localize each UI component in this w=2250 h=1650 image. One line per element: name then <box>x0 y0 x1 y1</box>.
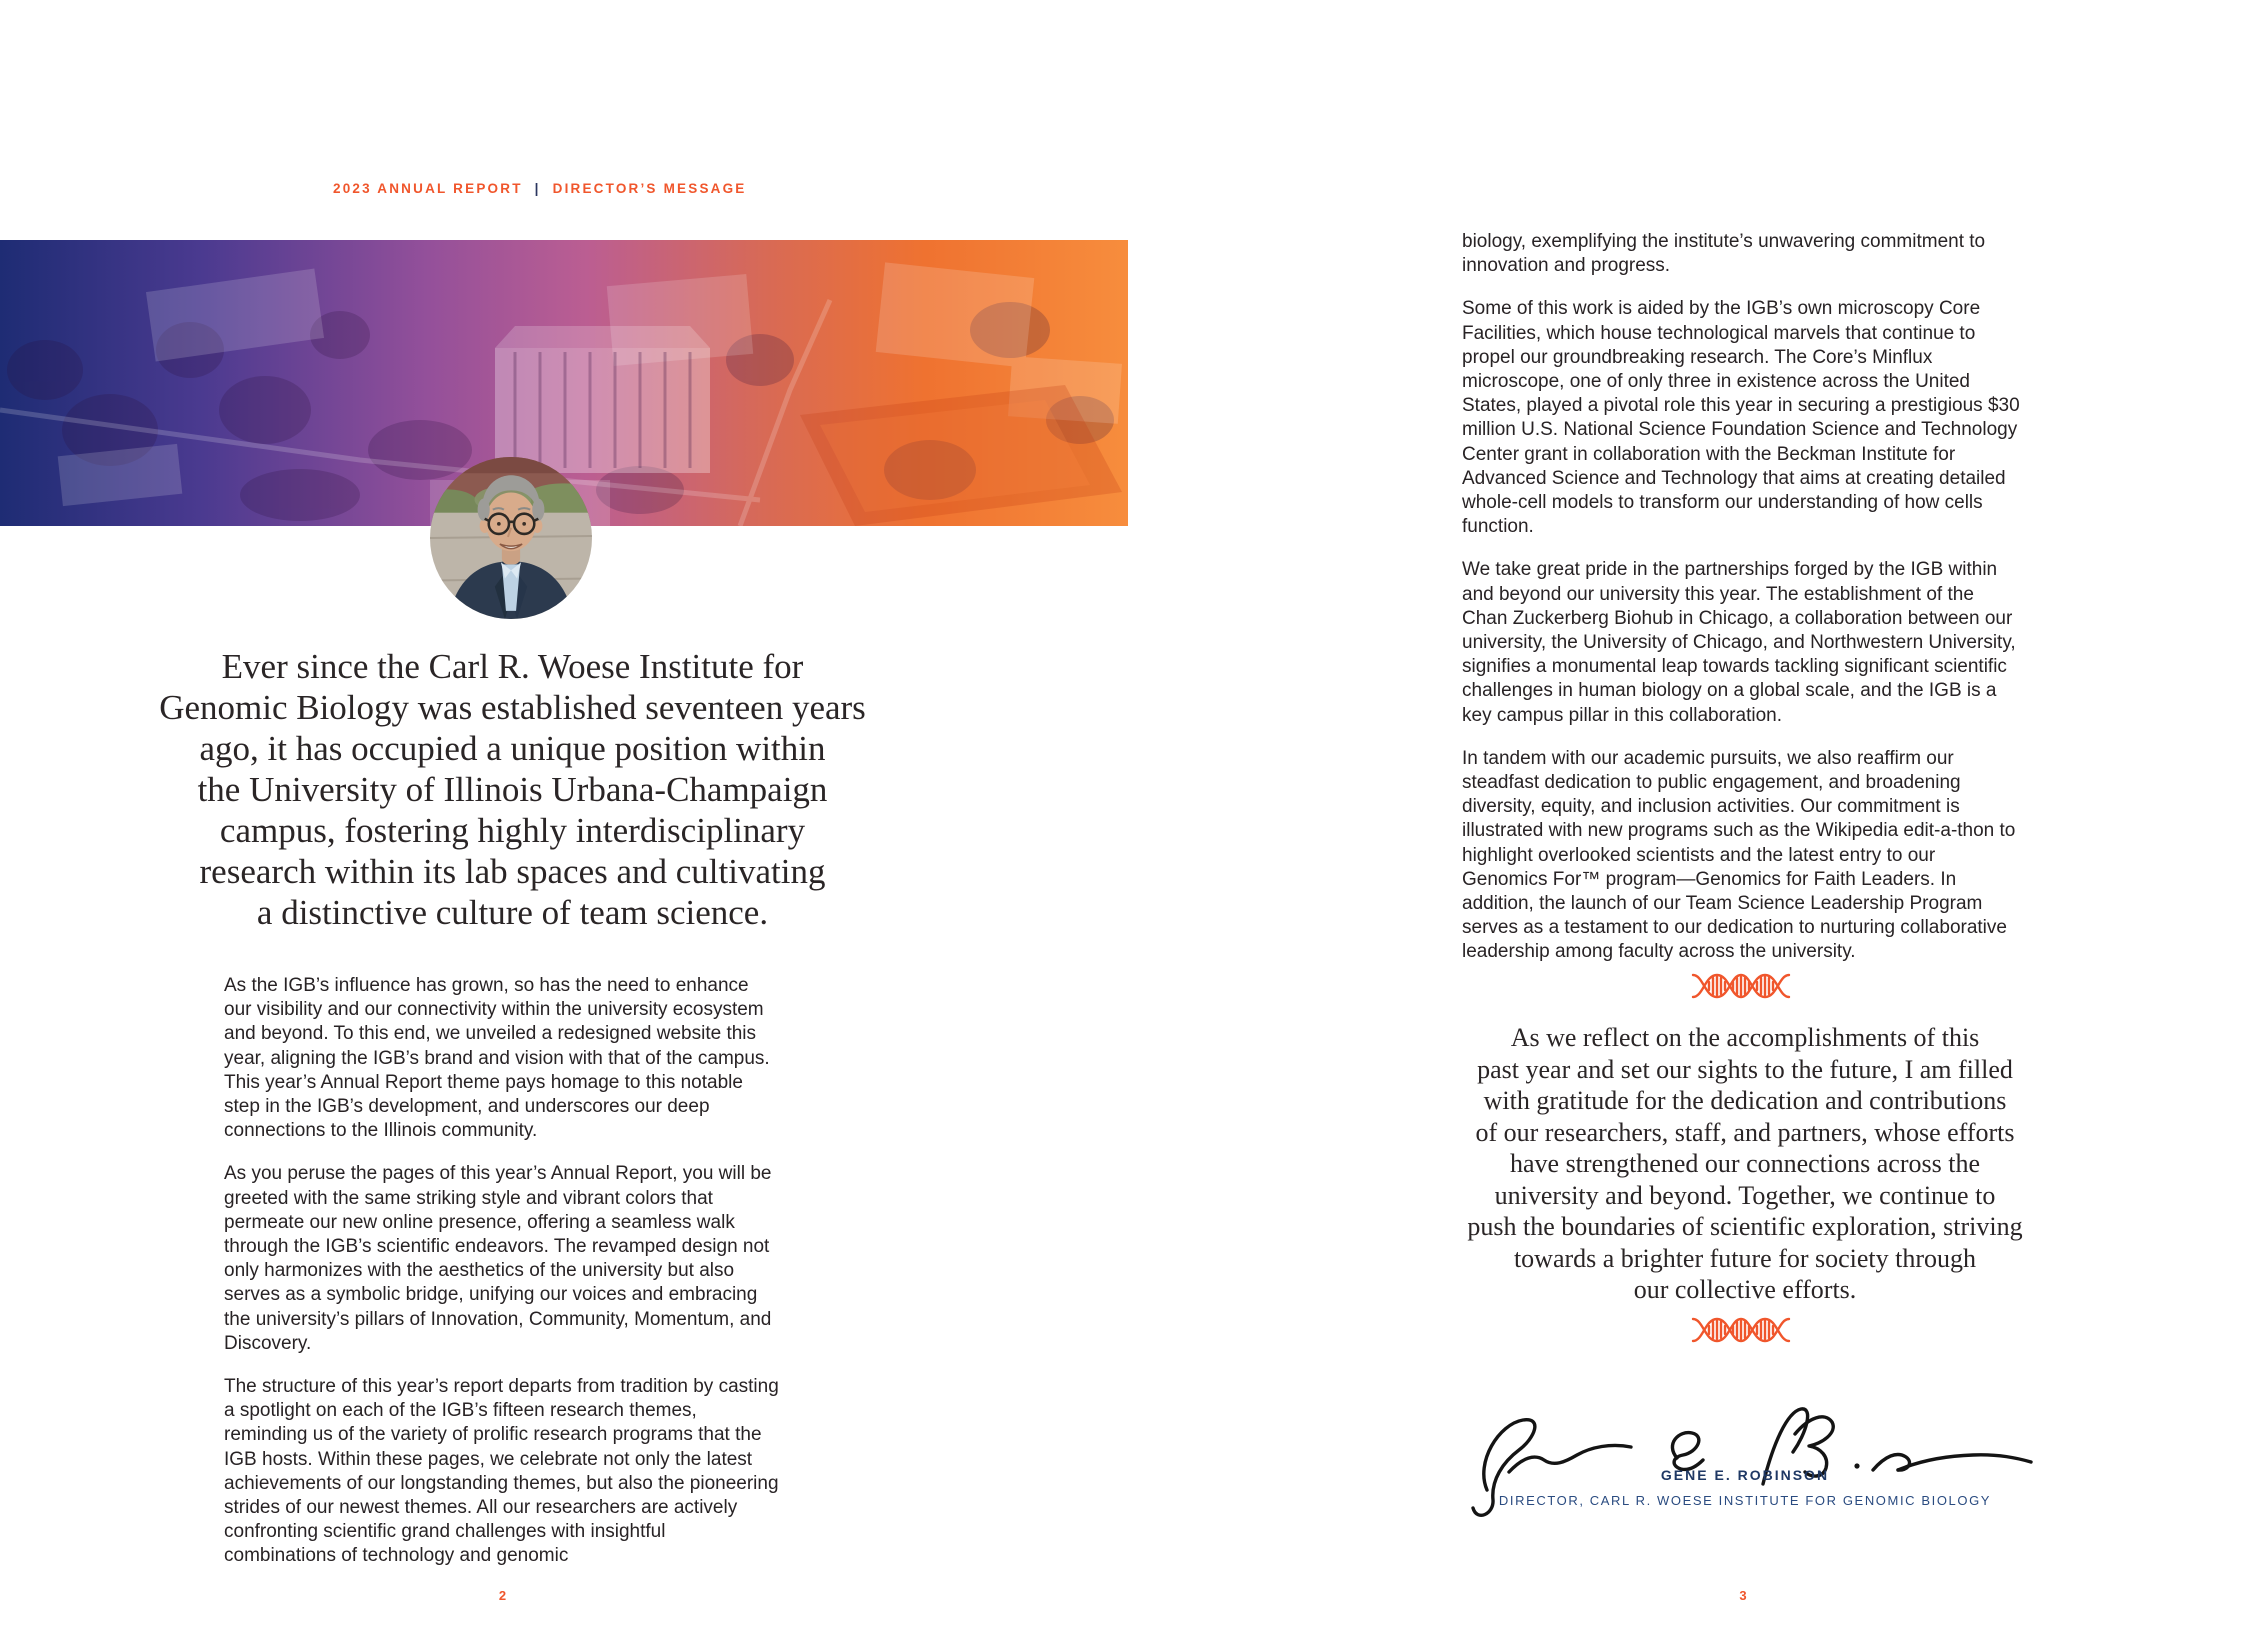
pull-quote-line: campus, fostering highly interdisciplinary <box>219 811 806 850</box>
closing-quote-line: of our researchers, staff, and partners, whose efforts <box>1475 1117 2015 1147</box>
pull-quote-line: Genomic Biology was established seventeen years <box>159 688 866 727</box>
closing-quote-line: our collective efforts. <box>1633 1275 1857 1304</box>
pull-quote-line: a distinctive culture of team science. <box>256 893 769 932</box>
page-number-left: 2 <box>498 1588 507 1603</box>
pull-quote-line: the University of Illinois Urbana-Champaign <box>197 770 828 809</box>
pull-quote <box>95 646 930 933</box>
closing-quote-line: past year and set our sights to the future, I am filled <box>1477 1054 2013 1084</box>
body-paragraph: biology, exemplifying the institute’s unwavering commitment to innovation and progress. <box>1462 231 1986 277</box>
body-paragraph: Some of this work is aided by the IGB’s own microscopy Core Facilities, which house technological marvels that continue to propel our groundbreaking research. The Core’s Minflux microscope, one of only three in existence across the United States, played a pivotal role this year in securing a prestigious $30 million U.S. National Science Foundation Science and Technology Center grant in collaboration with the Beckman Institute for Advanced Science and Technology that aims at creating detailed whole-cell models to transform our understanding of how cells function. <box>1462 298 2020 538</box>
page-kicker <box>333 181 747 196</box>
body-paragraph: As the IGB’s influence has grown, so has the need to enhance our visibility and our connectivity within the university ecosystem and beyond. To this end, we unveiled a redesigned website this year, aligning the IGB’s brand and vision with that of the campus. This year’s Annual Report theme pays homage to this notable step in the IGB’s development, and underscores our deep connections to the Illinois community. <box>224 975 770 1142</box>
body-paragraph: As you peruse the pages of this year’s Annual Report, you will be greeted with the same striking style and vibrant colors that permeate our new online presence, offering a seamless walk through the IGB’s scientific endeavors. The revamped design not only harmonizes with the aesthetics of the university but also serves as a symbolic bridge, unifying our voices and embracing the university’s pillars of Innovation, Community, Momentum, and Discovery. <box>224 1163 772 1354</box>
closing-quote-line: towards a brighter future for society through <box>1513 1243 1977 1273</box>
kicker-section-label: DIRECTOR’S MESSAGE <box>552 181 747 196</box>
dna-helix-ornament-icon <box>1691 972 1791 1000</box>
body-paragraph: We take great pride in the partnerships forged by the IGB within and beyond our university this year. The establishment of the Chan Zuckerberg Biohub in Chicago, a collaboration between our university, the University of Chicago, and Northwestern University, signifies a monumental leap towards tackling significant scientific challenges in human biology on a global scale, and the IGB is a key campus pillar in this collaboration. <box>1462 559 2016 726</box>
signature-title: DIRECTOR, CARL R. WOESE INSTITUTE FOR GENOMIC BIOLOGY <box>1498 1493 1992 1508</box>
right-body-column <box>1462 230 2024 984</box>
closing-quote-line: As we reflect on the accomplishments of this <box>1510 1023 1980 1052</box>
pull-quote-line: Ever since the Carl R. Woese Institute for <box>221 647 804 686</box>
body-paragraph: In tandem with our academic pursuits, we also reaffirm our steadfast dedication to public engagement, and broadening diversity, equity, and inclusion activities. Our commitment is illustrated with new programs such as the Wikipedia edit-a-thon to highlight overlooked scientists and the latest entry to our Genomics For™ program—Genomics for Faith Leaders. In addition, the launch of our Team Science Leadership Program serves as a testament to our dedication to nurturing collaborative leadership among faculty across the university. <box>1462 747 2016 963</box>
closing-quote-line: have strengthened our connections across the <box>1509 1149 1980 1178</box>
closing-quote-line: with gratitude for the dedication and contributions <box>1483 1086 2007 1115</box>
pull-quote-line: ago, it has occupied a unique position within <box>199 729 826 768</box>
closing-quote <box>1405 1022 2085 1306</box>
page-number-right: 3 <box>1739 1588 1747 1603</box>
director-portrait <box>430 457 592 619</box>
pull-quote-line: research within its lab spaces and cultivating <box>199 852 826 891</box>
signature-name: GENE E. ROBINSON <box>1660 1467 1830 1483</box>
director-portrait-photo-icon <box>430 457 592 619</box>
dna-helix-ornament-icon <box>1691 1316 1791 1344</box>
kicker-report-label: 2023 ANNUAL REPORT <box>333 181 523 196</box>
kicker-separator: | <box>534 181 541 196</box>
closing-quote-line: university and beyond. Together, we continue to <box>1494 1180 1996 1210</box>
body-paragraph: The structure of this year’s report departs from tradition by casting a spotlight on each of the IGB’s fifteen research themes, reminding us of the variety of prolific research programs that the IGB hosts. Within these pages, we celebrate not only the latest achievements of our longstanding themes, but also the pioneering strides of our newest themes. All our researchers are actively confronting scientific grand challenges with insightful combinations of technology and genomic <box>224 1376 779 1567</box>
closing-quote-line: push the boundaries of scientific exploration, striving <box>1467 1212 2023 1241</box>
left-body-column <box>224 974 781 1588</box>
